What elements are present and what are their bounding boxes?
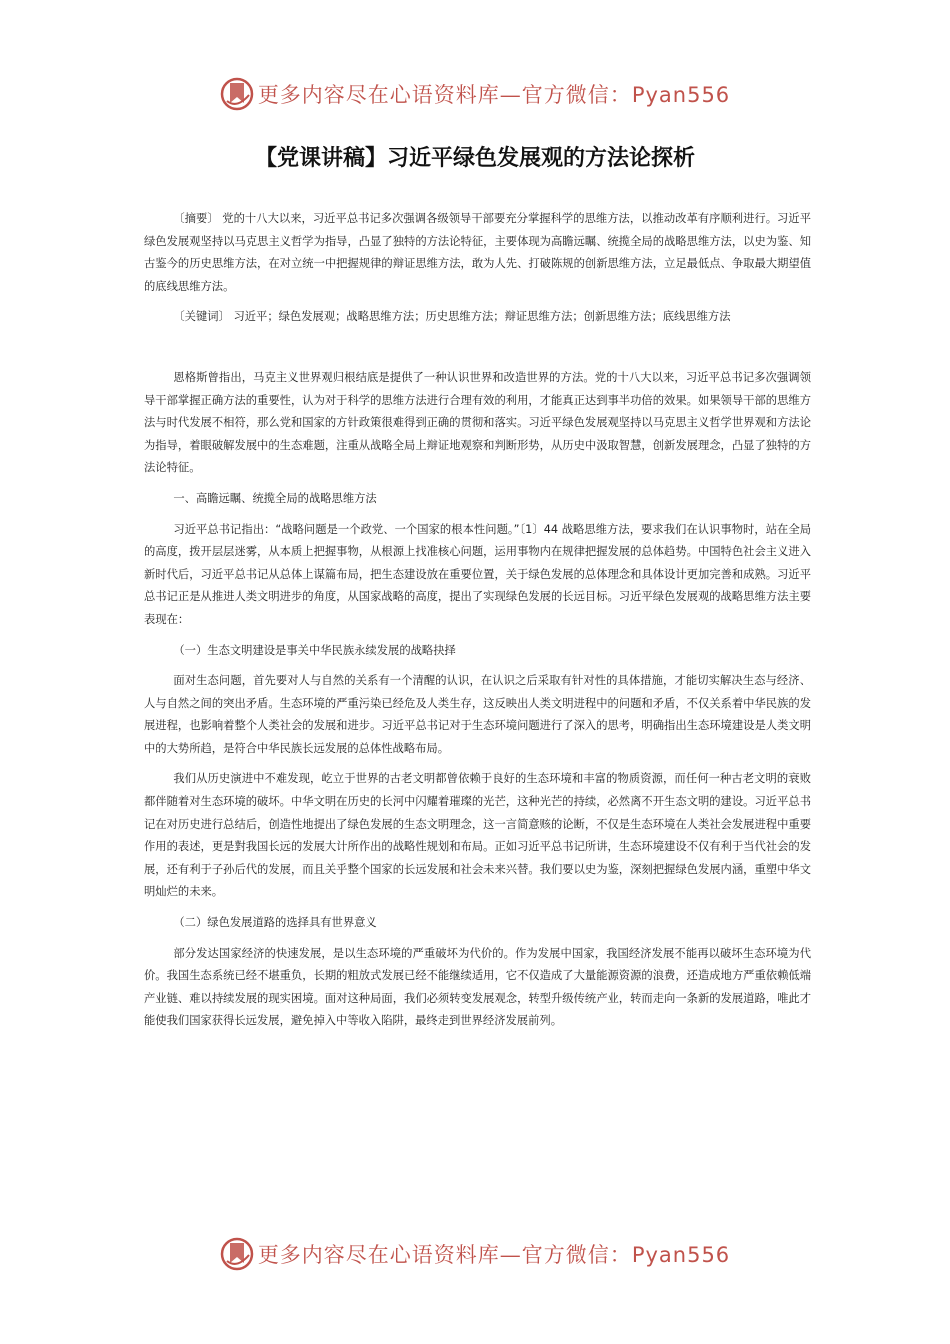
header-banner [0, 72, 950, 116]
paragraph: 习近平总书记指出：“战略问题是一个政党、一个国家的根本性问题。”〔1〕44 战略思维方法，要求我们在认识事物时，站在全局的高度，拨开层层迷雾，从本质上把握事物，从根源上找准核心问题，运用事物内在规律把握发展的总体趋势。中国特色社会主义进入新时代后，习近平总书记从总体上谋篇布局，把生态建设放在重要位置，关于绿色发展的总体理念和具体设计更加完善和成熟。习近平总书记正是从推进人类文明进步的角度，从国家战略的高度，提出了实现绿色发展的长远目标。习近平绿色发展观的战略思维方法主要表现在： [144, 522, 811, 626]
keywords: 〔关键词〕 习近平；绿色发展观；战略思维方法；历史思维方法；辩证思维方法；创新思维方法；底线思维方法 [173, 310, 731, 324]
document-body [144, 208, 811, 1033]
bookmark-badge-icon [220, 1237, 254, 1271]
subsection-heading: （一）生态文明建设是事关中华民族永续发展的战略抉择 [173, 643, 456, 657]
paragraph: 恩格斯曾指出，马克主义世界观归根结底是提供了一种认识世界和改造世界的方法。党的十八大以来，习近平总书记多次强调领导干部掌握正确方法的重要性，认为对于科学的思维方法进行合理有效的利用，才能真正达到事半功倍的效果。如果领导干部的思维方法与时代发展不相符，那么党和国家的方针政策很难得到正确的贯彻和落实。习近平绿色发展观坚持以马克思主义哲学世界观和方法论为指导，着眼破解发展中的生态难题，注重从战略全局上辩证地观察和判断形势，从历史中汲取智慧，创新发展理念，凸显了独特的方法论特征。 [144, 370, 811, 475]
wechat-id: Pyan556 [631, 1243, 731, 1267]
abstract: 〔摘要〕 党的十八大以来，习近平总书记多次强调各级领导干部要充分掌握科学的思维方法，以推动改革有序顺利进行。习近平绿色发展观坚持以马克思主义哲学为指导，凸显了独特的方法论特征，主要体现为高瞻远瞩、统揽全局的战略思维方法，以史为鉴、知古鉴今的历史思维方法，在对立统一中把握规律的辩证思维方法，敢为人先、打破陈规的创新思维方法，立足最低点、争取最大期望值的底线思维方法。 [144, 212, 811, 293]
page-title: 【党课讲稿】习近平绿色发展观的方法论探析 [254, 146, 695, 171]
footer-banner [0, 1232, 950, 1276]
banner-text: 更多内容尽在心语资料库—官方微信：Pyan556 [257, 1243, 731, 1267]
bookmark-badge-icon [220, 77, 254, 111]
section-heading: 一、高瞻远瞩、统揽全局的战略思维方法 [173, 491, 377, 505]
subsection-heading: （二）绿色发展道路的选择具有世界意义 [173, 916, 377, 930]
wechat-id: Pyan556 [631, 83, 731, 107]
paragraph: 面对生态问题，首先要对人与自然的关系有一个清醒的认识，在认识之后采取有针对性的具体措施，才能切实解决生态与经济、人与自然之间的突出矛盾。生态环境的严重污染已经危及人类生存，这反映出人类文明进程中的问题和矛盾，不仅关系着中华民族的发展进程，也影响着整个人类社会的发展和进步。习近平总书记对于生态环境问题进行了深入的思考，明确指出生态环境建设是人类文明中的大势所趋，是符合中华民族长远发展的总体性战略布局。 [144, 674, 811, 755]
paragraph: 部分发达国家经济的快速发展，是以生态环境的严重破坏为代价的。作为发展中国家，我国经济发展不能再以破坏生态环境为代价。我国生态系统已经不堪重负，长期的粗放式发展已经不能继续适用，它不仅造成了大量能源资源的浪费，还造成地方严重依赖低端产业链、难以持续发展的现实困境。面对这种局面，我们必须转变发展观念，转型升级传统产业，转而走向一条新的发展道路，唯此才能使我们国家获得长远发展，避免掉入中等收入陷阱，最终走到世界经济发展前列。 [144, 946, 811, 1028]
banner-text: 更多内容尽在心语资料库—官方微信：Pyan556 [257, 83, 731, 107]
paragraph: 我们从历史演进中不难发现，屹立于世界的古老文明都曾依赖于良好的生态环境和丰富的物质资源，而任何一种古老文明的衰败都伴随着对生态环境的破坏。中华文明在历史的长河中闪耀着璀璨的光芒，这种光芒的持续，必然离不开生态文明的建设。习近平总书记在对历史进行总结后，创造性地提出了绿色发展的生态文明理念，这一言简意赅的论断，不仅是生态环境在人类社会发展进程中重要作用的表述，更是對我国长远的发展大计所作出的战略性规划和布局。正如习近平总书记所讲，生态环境建设不仅有利于当代社会的发展，还有利于子孙后代的发展，而且关乎整个国家的长远发展和社会未来兴替。我们要以史为鉴，深刻把握绿色发展内涵，重塑中华文明灿烂的未来。 [144, 772, 811, 899]
